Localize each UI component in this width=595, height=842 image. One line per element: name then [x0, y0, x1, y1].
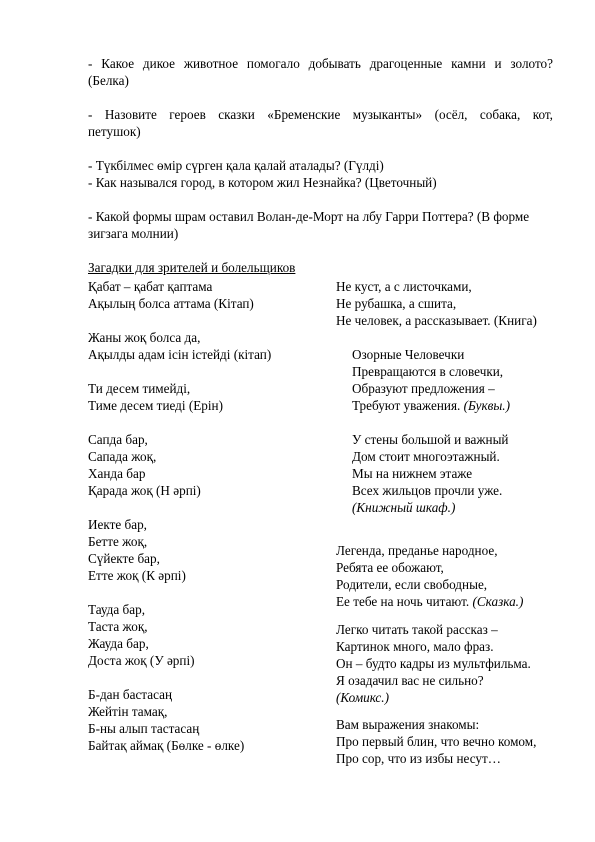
right-riddle-3-line: У стены большой и важный: [352, 432, 509, 447]
riddle-answer: (Сказка.): [472, 594, 524, 609]
question-3: - Түкбілмес өмір сүрген қала қалай аталады? (Гүлді): [88, 158, 384, 173]
riddle-answer: (Буквы.): [463, 398, 510, 413]
left-riddle-6-line: Жауда бар,: [88, 636, 149, 651]
riddle-answer: (Книжный шкаф.): [352, 500, 456, 515]
left-riddle-3-line: Ти десем тимейді,: [88, 381, 191, 396]
word: сказки: [218, 107, 255, 122]
right-riddle-4-line: Ребята ее обожают,: [336, 560, 444, 575]
question-5-line-1: - Какой формы шрам оставил Волан-де-Морт на лбу Гарри Поттера? (В форме: [88, 209, 530, 224]
right-riddle-5-line: Я озадачил вас не сильно?: [336, 673, 484, 688]
left-riddle-7-line: Б-дан бастасаң: [88, 687, 172, 702]
right-riddle-5-line: Легко читать такой рассказ –: [336, 622, 498, 637]
left-riddle-7-line: Б-ны алып тастасаң: [88, 721, 200, 736]
question-2-line-1: [88, 107, 553, 123]
riddle-answer: (Комикс.): [336, 690, 389, 705]
left-riddle-1-line: Қабат – қабат қаптама: [88, 279, 213, 294]
left-riddle-4-line: Ханда бар: [88, 466, 146, 481]
right-riddle-3-line: Мы на нижнем этаже: [352, 466, 473, 481]
right-riddle-6-line: Вам выражения знакомы:: [336, 717, 480, 732]
riddle-text: Требуют уважения.: [352, 398, 461, 413]
question-4: - Как назывался город, в котором жил Незнайка? (Цветочный): [88, 175, 437, 190]
word: героев: [169, 107, 206, 122]
question-5-line-2: зигзага молнии): [88, 226, 179, 241]
left-riddle-4-line: Сапада жоқ,: [88, 449, 157, 464]
left-riddle-5-line: Иекте бар,: [88, 517, 147, 532]
right-riddle-4-line: Родители, если свободные,: [336, 577, 488, 592]
word: и: [494, 56, 502, 71]
word: «Бременские: [267, 107, 341, 122]
right-riddle-5-line: Картинок много, мало фраз.: [336, 639, 494, 654]
left-riddle-4-line: Қарада жоқ (Н әрпі): [88, 483, 201, 498]
question-1-answer: (Белка): [88, 73, 129, 88]
word: драгоценные: [369, 56, 443, 71]
left-riddle-3-line: Тиме десем тиеді (Ерін): [88, 398, 224, 413]
word: Какое: [101, 56, 135, 71]
left-riddle-4-line: Сапда бар,: [88, 432, 148, 447]
question-1-line-1: [88, 56, 553, 72]
left-riddle-5-line: Етте жоқ (К әрпі): [88, 568, 186, 583]
left-riddle-6-line: Тауда бар,: [88, 602, 145, 617]
right-riddle-1-line: Не рубашка, а сшита,: [336, 296, 457, 311]
right-riddle-2-line: Превращаются в словечки,: [352, 364, 504, 379]
left-riddle-6-line: Таста жоқ,: [88, 619, 148, 634]
right-riddle-2-line: Образуют предложения –: [352, 381, 495, 396]
word: -: [88, 107, 93, 122]
word: музыканты»: [352, 107, 423, 122]
word: дикое: [142, 56, 176, 71]
right-riddle-2-line: [352, 398, 510, 414]
word: камни: [451, 56, 486, 71]
word: помогало: [246, 56, 300, 71]
left-riddle-7-line: Жейтін тамақ,: [88, 704, 168, 719]
word: золото?: [510, 56, 553, 71]
right-riddle-6-line: Про первый блин, что вечно комом,: [336, 734, 537, 749]
riddle-text: Ее тебе на ночь читают.: [336, 594, 470, 609]
right-riddle-3-line: Дом стоит многоэтажный.: [352, 449, 500, 464]
left-riddle-2-line: Жаны жоқ болса да,: [88, 330, 201, 345]
right-riddle-4-line: [336, 594, 523, 610]
right-riddle-3-line: Всех жильцов прочли уже.: [352, 483, 503, 498]
left-riddle-6-line: Доста жоқ (У әрпі): [88, 653, 195, 668]
word: Назовите: [104, 107, 157, 122]
right-riddle-2-line: Озорные Человечки: [352, 347, 465, 362]
word: собака,: [479, 107, 521, 122]
word: (осёл,: [434, 107, 468, 122]
word: кот,: [532, 107, 553, 122]
right-riddle-6-line: Про сор, что из избы несут…: [336, 751, 501, 766]
right-riddle-1-line: Не куст, а с листочками,: [336, 279, 472, 294]
left-riddle-1-line: Ақылың болса аттама (Кітап): [88, 296, 254, 311]
word: -: [88, 56, 93, 71]
word: животное: [183, 56, 239, 71]
left-riddle-7-line: Байтақ аймақ (Бөлке - өлке): [88, 738, 245, 753]
left-riddle-5-line: Бетте жоқ,: [88, 534, 148, 549]
left-riddle-5-line: Сүйекте бар,: [88, 551, 160, 566]
word: добывать: [308, 56, 361, 71]
right-riddle-4-line: Легенда, преданье народное,: [336, 543, 498, 558]
right-riddle-1-line: Не человек, а рассказывает. (Книга): [336, 313, 537, 328]
section-title: Загадки для зрителей и болельщиков: [88, 260, 296, 275]
right-riddle-5-line: Он – будто кадры из мультфильма.: [336, 656, 531, 671]
left-riddle-2-line: Ақылды адам ісін істейді (кітап): [88, 347, 272, 362]
question-2-answer: петушок): [88, 124, 141, 139]
